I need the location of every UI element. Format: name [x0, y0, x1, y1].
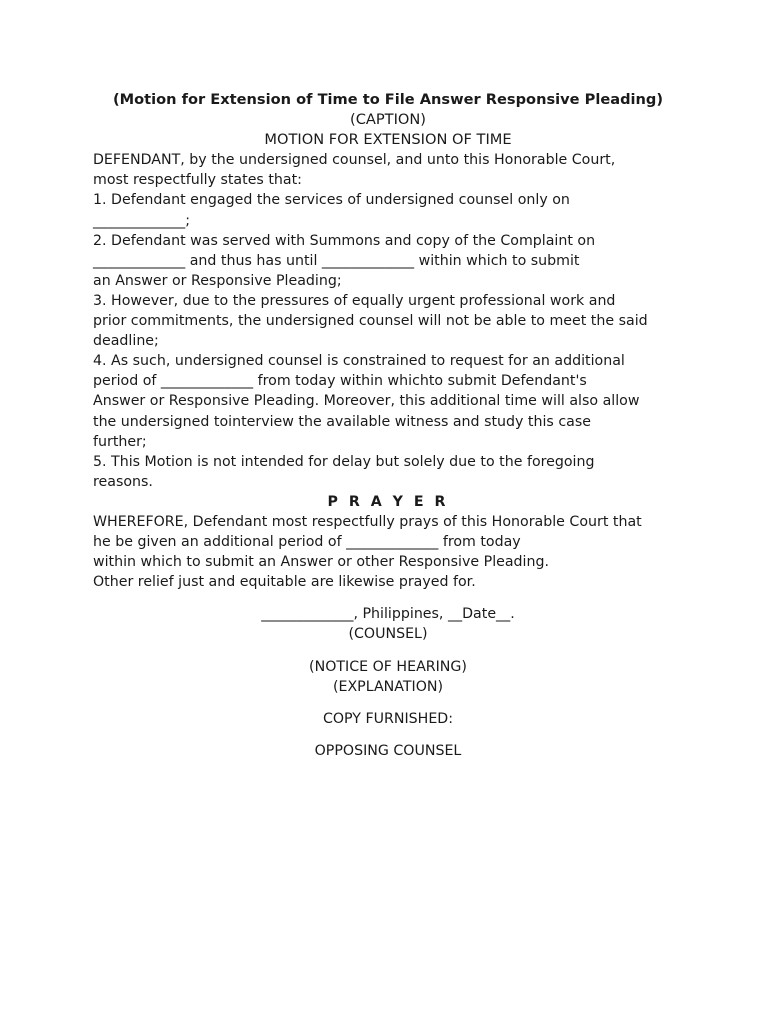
intro-line: most respectfully states that: [93, 172, 302, 189]
paragraph-line: 3. However, due to the pressures of equally urgent professional work and [93, 292, 616, 309]
copy-furnished-label: COPY FURNISHED: [322, 710, 454, 727]
paragraph-line: prior commitments, the undersigned counsel will not be able to meet the said [93, 313, 648, 330]
opposing-counsel-label: OPPOSING COUNSEL [314, 742, 462, 759]
prayer-heading: P R A Y E R [327, 493, 449, 510]
spacer [93, 645, 683, 657]
caption-label: (CAPTION) [350, 111, 426, 129]
place-date-line: _____________, Philippines, __Date__. [261, 606, 515, 623]
prayer-line: WHEREFORE, Defendant most respectfully prays of this Honorable Court that [93, 513, 642, 530]
paragraph-line: further; [93, 433, 147, 450]
document-page [93, 90, 683, 761]
paragraph-line: _____________; [93, 212, 190, 229]
prayer-line: within which to submit an Answer or other Responsive Pleading. [93, 554, 550, 571]
prayer-block [93, 512, 683, 592]
paragraph-2 [93, 231, 683, 291]
motion-heading: MOTION FOR EXTENSION OF TIME [264, 131, 512, 149]
paragraph-line: 4. As such, undersigned counsel is constrained to request for an additional [93, 353, 625, 370]
explanation-label: (EXPLANATION) [332, 678, 444, 695]
paragraph-3 [93, 291, 683, 351]
paragraph-line: reasons. [93, 473, 153, 490]
paragraph-1 [93, 190, 683, 230]
paragraph-line: 2. Defendant was served with Summons and copy of the Complaint on [93, 232, 596, 249]
intro-block [93, 150, 683, 190]
prayer-line: he be given an additional period of _____________ from today [93, 534, 521, 551]
counsel-label: (COUNSEL) [348, 626, 428, 643]
paragraph-line: deadline; [93, 333, 159, 350]
paragraph-line: an Answer or Responsive Pleading; [93, 272, 342, 289]
intro-line: DEFENDANT, by the undersigned counsel, and unto this Honorable Court, [93, 152, 616, 169]
paragraph-line: 1. Defendant engaged the services of undersigned counsel only on [93, 192, 570, 209]
paragraph-line: Answer or Responsive Pleading. Moreover, this additional time will also allow [93, 393, 640, 410]
spacer [93, 729, 683, 741]
paragraph-line: 5. This Motion is not intended for delay but solely due to the foregoing [93, 453, 595, 470]
paragraph-5 [93, 452, 683, 492]
prayer-line: Other relief just and equitable are likewise prayed for. [93, 574, 476, 591]
spacer [93, 592, 683, 604]
spacer [93, 697, 683, 709]
paragraph-line: the undersigned tointerview the available witness and study this case [93, 413, 591, 430]
paragraph-line: period of _____________ from today within whichto submit Defendant's [93, 373, 587, 390]
document-title: (Motion for Extension of Time to File Answer Responsive Pleading) [112, 91, 664, 108]
notice-of-hearing-label: (NOTICE OF HEARING) [309, 658, 467, 675]
paragraph-4 [93, 351, 683, 451]
paragraph-line: _____________ and thus has until _____________ within which to submit [93, 252, 580, 269]
